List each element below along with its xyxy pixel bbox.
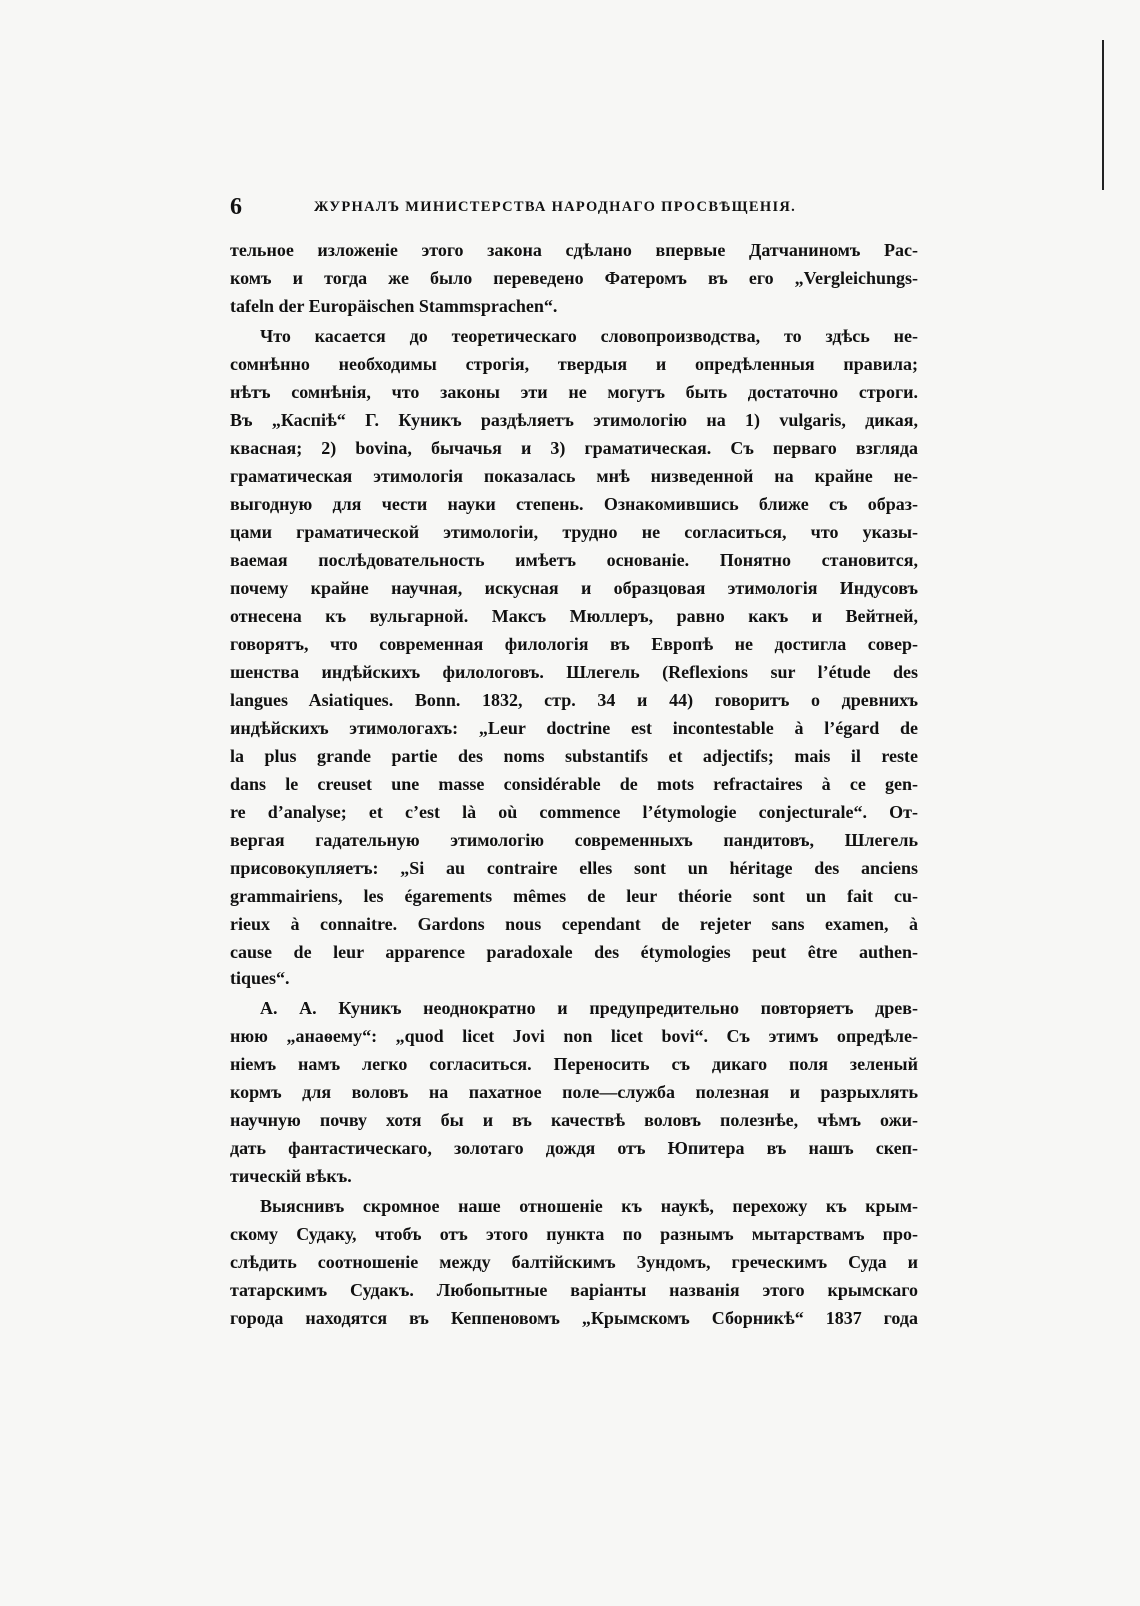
text-line: ніемъ намъ легко согласиться. Переносить съ дикаго поля зеленый	[230, 1054, 918, 1074]
text-line: города находятся въ Кеппеновомъ „Крымскомъ Сборникѣ“ 1837 года	[230, 1308, 918, 1328]
page-edge-line	[1102, 40, 1104, 190]
page-header	[230, 194, 918, 220]
text-line: ваемая послѣдовательность имѣетъ основаніе. Понятно становится,	[230, 550, 918, 570]
text-line: langues Asiatiques. Bonn. 1832, стр. 34 и 44) говоритъ о древнихъ	[230, 690, 918, 710]
text-line: квасная; 2) bovina, бычачья и 3) граматическая. Съ перваго взгляда	[230, 438, 918, 458]
text-line: вергая гадательную этимологію современныхъ пандитовъ, Шлегель	[230, 830, 918, 850]
text-line: сомнѣнно необходимы строгія, твердыя и опредѣленныя правила;	[230, 354, 918, 374]
text-line: шенства индѣйскихъ филологовъ. Шлегель (Reflexions sur l’étude des	[230, 662, 918, 682]
text-line: grammairiens, les égarements mêmes de leur théorie sont un fait cu-	[230, 886, 918, 906]
text-line: нѣтъ сомнѣнія, что законы эти не могутъ быть достаточно строги.	[230, 382, 918, 402]
text-line: индѣйскихъ этимологахъ: „Leur doctrine est incontestable à l’égard de	[230, 718, 918, 738]
text-line: присовокупляетъ: „Si au contraire elles sont un héritage des anciens	[230, 858, 918, 878]
text-line: тельное изложеніе этого закона сдѣлано впервые Датчаниномъ Рас-	[230, 240, 918, 260]
text-line: re d’analyse; et c’est là où commence l’étymologie conjecturale“. От-	[230, 802, 918, 822]
text-line: слѣдить соотношеніе между балтійскимъ Зундомъ, греческимъ Суда и	[230, 1252, 918, 1272]
text-line: скому Судаку, чтобъ отъ этого пункта по разнымъ мытарствамъ про-	[230, 1224, 918, 1244]
text-line: tiques“.	[230, 968, 290, 988]
running-head: ЖУРНАЛЪ МИНИСТЕРСТВА НАРОДНАГО ПРОСВѢЩЕНІЯ.	[314, 199, 797, 215]
text-line: Что касается до теоретическаго словопроизводства, то здѣсь не-	[260, 326, 918, 346]
text-line: нюю „анаѳему“: „quod licet Jovi non licet bovi“. Съ этимъ опредѣле-	[230, 1026, 918, 1046]
text-line: la plus grande partie des noms substantifs et adjectifs; mais il reste	[230, 746, 918, 766]
page-number: 6	[230, 194, 242, 220]
text-line: дать фантастическаго, золотаго дождя отъ Юпитера въ нашъ скеп-	[230, 1138, 918, 1158]
text-line: cause de leur apparence paradoxale des étymologies peut être authen-	[230, 942, 918, 962]
text-line: научную почву хотя бы и въ качествѣ воловъ полезнѣе, чѣмъ ожи-	[230, 1110, 918, 1130]
text-line: татарскимъ Судакъ. Любопытные варіанты названія этого крымскаго	[230, 1280, 918, 1300]
text-line: тическій вѣкъ.	[230, 1166, 352, 1186]
text-line: Выяснивъ скромное наше отношеніе къ наукѣ, перехожу къ крым-	[260, 1196, 918, 1216]
text-line: отнесена къ вульгарной. Максъ Мюллеръ, равно какъ и Вейтней,	[230, 606, 918, 626]
text-line: почему крайне научная, искусная и образцовая этимологія Индусовъ	[230, 578, 918, 598]
text-line: tafeln der Europäischen Stammsprachen“.	[230, 296, 558, 316]
text-line: выгодную для чести науки степень. Ознакомившись ближе съ образ-	[230, 494, 918, 514]
text-line: говорятъ, что современная филологія въ Европѣ не достигла совер-	[230, 634, 918, 654]
text-line: Въ „Каспіѣ“ Г. Куникъ раздѣляетъ этимологію на 1) vulgaris, дикая,	[230, 410, 918, 430]
text-line: комъ и тогда же было переведено Фатеромъ въ его „Vergleichungs-	[230, 268, 918, 288]
text-line: А. А. Куникъ неоднократно и предупредительно повторяетъ древ-	[260, 998, 918, 1018]
text-line: цами граматической этимологіи, трудно не согласиться, что указы-	[230, 522, 918, 542]
text-line: rieux à connaitre. Gardons nous cependant de rejeter sans examen, à	[230, 914, 918, 934]
text-line: граматическая этимологія показалась мнѣ низведенной на крайне не-	[230, 466, 918, 486]
text-line: dans le creuset une masse considérable de mots refractaires à ce gen-	[230, 774, 918, 794]
text-line: кормъ для воловъ на пахатное поле—служба полезная и разрыхлять	[230, 1082, 918, 1102]
